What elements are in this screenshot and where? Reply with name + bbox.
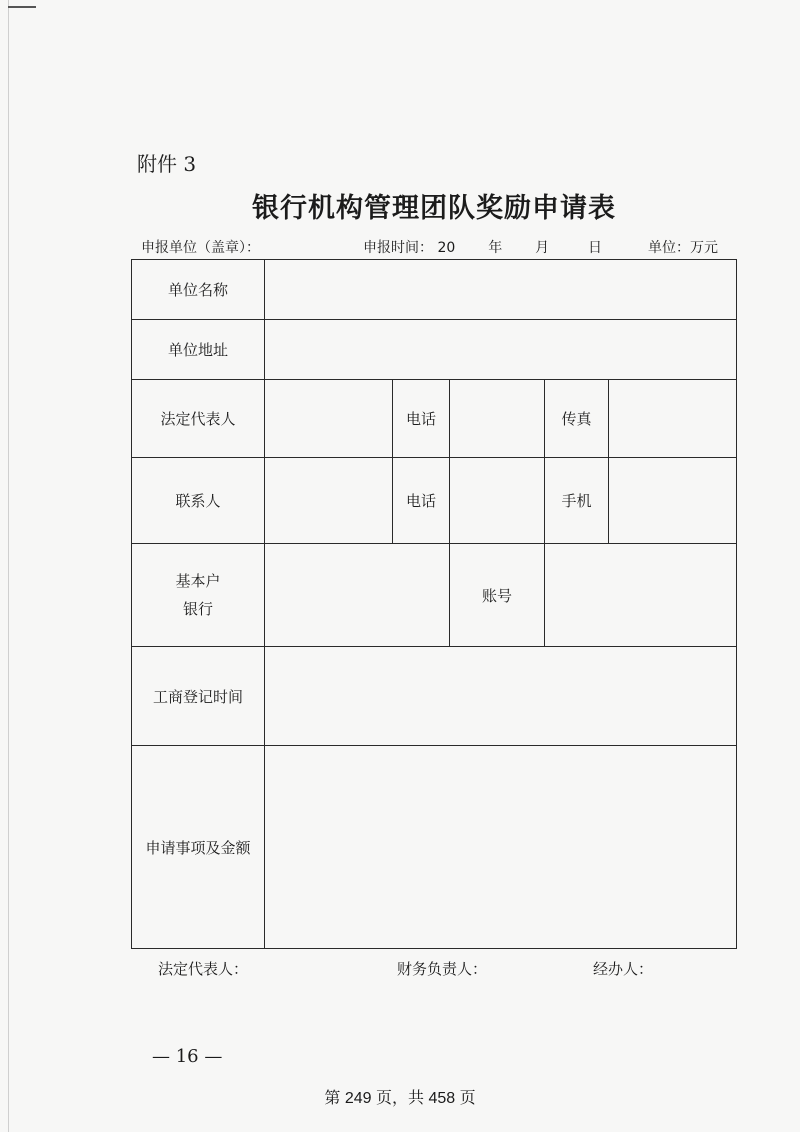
application-items-field[interactable] <box>265 746 737 949</box>
basic-account-bank-field[interactable] <box>265 544 450 647</box>
finance-head-signature-label: 财务负责人： <box>397 960 488 978</box>
year-prefix: 20 <box>437 240 456 256</box>
day-label: 日 <box>588 240 602 256</box>
contact-phone-field[interactable] <box>450 458 545 544</box>
legal-rep-label: 法定代表人 <box>132 380 265 458</box>
currency-unit: 单位：万元 <box>648 240 718 256</box>
phone-label: 电话 <box>393 380 450 458</box>
basic-account-bank-label <box>132 544 265 647</box>
fax-field[interactable] <box>609 380 737 458</box>
contact-field[interactable] <box>265 458 393 544</box>
applicant-unit-label: 申报单位（盖章）： <box>141 240 260 256</box>
month-label: 月 <box>535 240 550 256</box>
application-form-table <box>131 259 737 949</box>
table-row <box>132 260 737 320</box>
phone-field[interactable] <box>450 380 545 458</box>
handler-signature-label: 经办人： <box>593 960 654 978</box>
basic-account-label-line1: 基本户 <box>175 572 221 590</box>
table-row <box>132 544 737 647</box>
table-row <box>132 458 737 544</box>
date-label: 申报时间： <box>363 240 433 256</box>
table-row <box>132 320 737 380</box>
page-footer: 第 249 页，共 458 页 <box>324 1090 476 1107</box>
table-row <box>132 746 737 949</box>
account-number-label: 账号 <box>450 544 545 647</box>
registration-time-label: 工商登记时间 <box>132 647 265 746</box>
basic-account-label-line2: 银行 <box>182 600 213 618</box>
unit-name-field[interactable] <box>265 260 737 320</box>
year-label: 年 <box>488 240 503 256</box>
mobile-label: 手机 <box>545 458 609 544</box>
fax-label: 传真 <box>545 380 609 458</box>
unit-address-label: 单位地址 <box>132 320 265 380</box>
attachment-label: 附件 3 <box>137 152 197 176</box>
document-page-number: — 16 — <box>152 1046 223 1067</box>
scan-corner-mark <box>8 6 36 8</box>
contact-phone-label: 电话 <box>393 458 450 544</box>
legal-rep-field[interactable] <box>265 380 393 458</box>
unit-name-label: 单位名称 <box>132 260 265 320</box>
account-number-field[interactable] <box>545 544 737 647</box>
scan-edge-line <box>8 0 9 1132</box>
contact-label: 联系人 <box>132 458 265 544</box>
table-row <box>132 647 737 746</box>
mobile-field[interactable] <box>609 458 737 544</box>
application-date <box>363 237 602 257</box>
table-row <box>132 380 737 458</box>
registration-time-field[interactable] <box>265 647 737 746</box>
form-title: 银行机构管理团队奖励申请表 <box>252 193 616 224</box>
unit-address-field[interactable] <box>265 320 737 380</box>
application-items-label: 申请事项及金额 <box>132 746 265 949</box>
legal-rep-signature-label: 法定代表人： <box>158 960 249 978</box>
